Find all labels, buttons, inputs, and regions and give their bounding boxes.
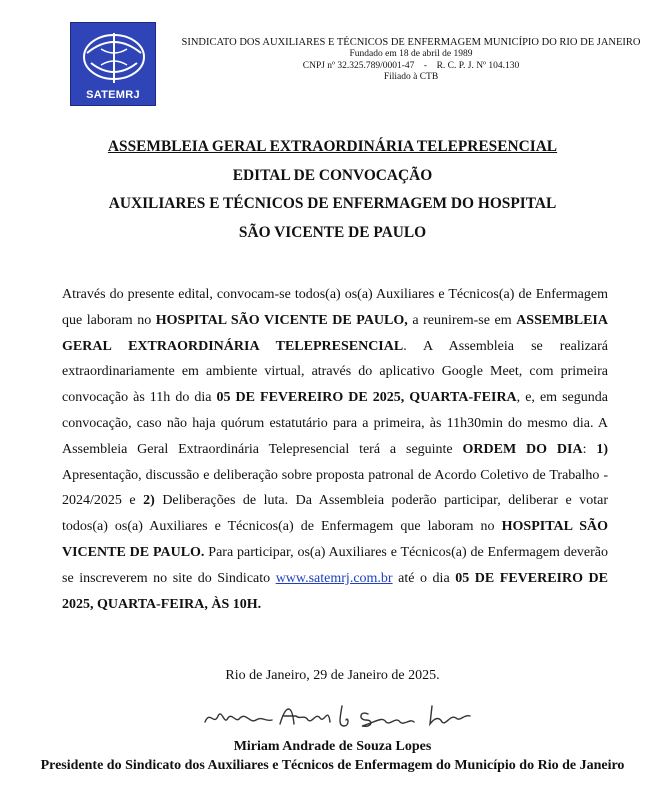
agenda-label: ORDEM DO DIA <box>462 441 583 457</box>
letterhead <box>70 22 650 112</box>
body-text: , e, em segunda convocação, caso não haja quórum estatutário para a primeira, às 11h30min do mesmo dia. A Assembleia Geral Extraordinária Telepresencial terá a seguinte <box>62 390 608 457</box>
assembly-name: ASSEMBLEIA GERAL EXTRAORDINÁRIA TELEPRESENCIAL <box>62 312 608 354</box>
edict-title: EDITAL DE CONVOCAÇÃO <box>232 166 433 184</box>
org-founded: Fundado em 18 de abril de 1989 <box>349 49 473 59</box>
logo-text: SATEMRJ <box>86 89 140 101</box>
body-text: . A Assembleia se realizará extraordinariamente em ambiente virtual, através do aplicativo Google Meet, com primeira convocação às 11h do dia <box>62 338 608 406</box>
assembly-title: ASSEMBLEIA GERAL EXTRAORDINÁRIA TELEPRESENCIAL <box>107 138 558 155</box>
body-text: Apresentação, discussão e deliberação sobre proposta patronal de Acordo Coletivo de Trabalho - 2024/2025 e <box>62 467 608 509</box>
signatory-name: Miriam Andrade de Souza Lopes <box>233 739 432 754</box>
body-text: a reunirem-se em <box>407 312 517 328</box>
body-text: Através do presente edital, convocam-se todos(a) os(a) Auxiliares e Técnicos(a) de Enfermagem que laboram no <box>62 287 608 328</box>
issue-date: Rio de Janeiro, 29 de Janeiro de 2025. <box>225 668 440 683</box>
meeting-date: 05 DE FEVEREIRO DE 2025, QUARTA-FEIRA <box>216 390 517 406</box>
hospital-title: SÃO VICENTE DE PAULO <box>238 223 427 241</box>
satemrj-logo <box>70 22 156 106</box>
body-text: Deliberações de luta. Da Assembleia poderão participar, deliberar e votar todos(a) os(a) Auxiliares e Técnicos(a) de Enfermagem que laboram no <box>62 493 608 535</box>
org-name: SINDICATO DOS AUXILIARES E TÉCNICOS DE ENFERMAGEM MUNICÍPIO DO RIO DE JANEIRO <box>181 37 641 48</box>
union-website-link[interactable]: www.satemrj.com.br <box>275 570 393 586</box>
hospital-name: HOSPITAL SÃO VICENTE DE PAULO. <box>62 519 609 560</box>
convocation-paragraph <box>62 282 608 617</box>
audience-title: AUXILIARES E TÉCNICOS DE ENFERMAGEM DO HOSPITAL <box>108 195 557 212</box>
body-text: Para participar, os(a) Auxiliares e Técnicos(a) de Enfermagem deverão se inscreverem no site do Sindicato <box>62 544 609 586</box>
handwritten-signature <box>200 696 480 736</box>
agenda-item-number: 1) <box>596 441 608 457</box>
org-affiliation: Filiado à CTB <box>383 72 439 82</box>
org-cnpj: CNPJ nº 32.325.789/0001-47 - R. C. P. J. Nº 104.130 <box>302 60 520 71</box>
document-titles <box>30 133 635 247</box>
agenda-item-number: 2) <box>143 493 155 509</box>
signatory-title: Presidente do Sindicato dos Auxiliares e Técnicos de Enfermagem do Município do Rio de Janeiro <box>40 758 625 773</box>
hospital-name: HOSPITAL SÃO VICENTE DE PAULO, <box>155 312 408 328</box>
body-text: : <box>582 441 597 457</box>
org-info <box>176 36 646 84</box>
body-text: até o dia <box>392 570 456 586</box>
registration-deadline: 05 DE FEVEREIRO DE 2025, QUARTA-FEIRA, ÀS 10H. <box>62 570 608 612</box>
